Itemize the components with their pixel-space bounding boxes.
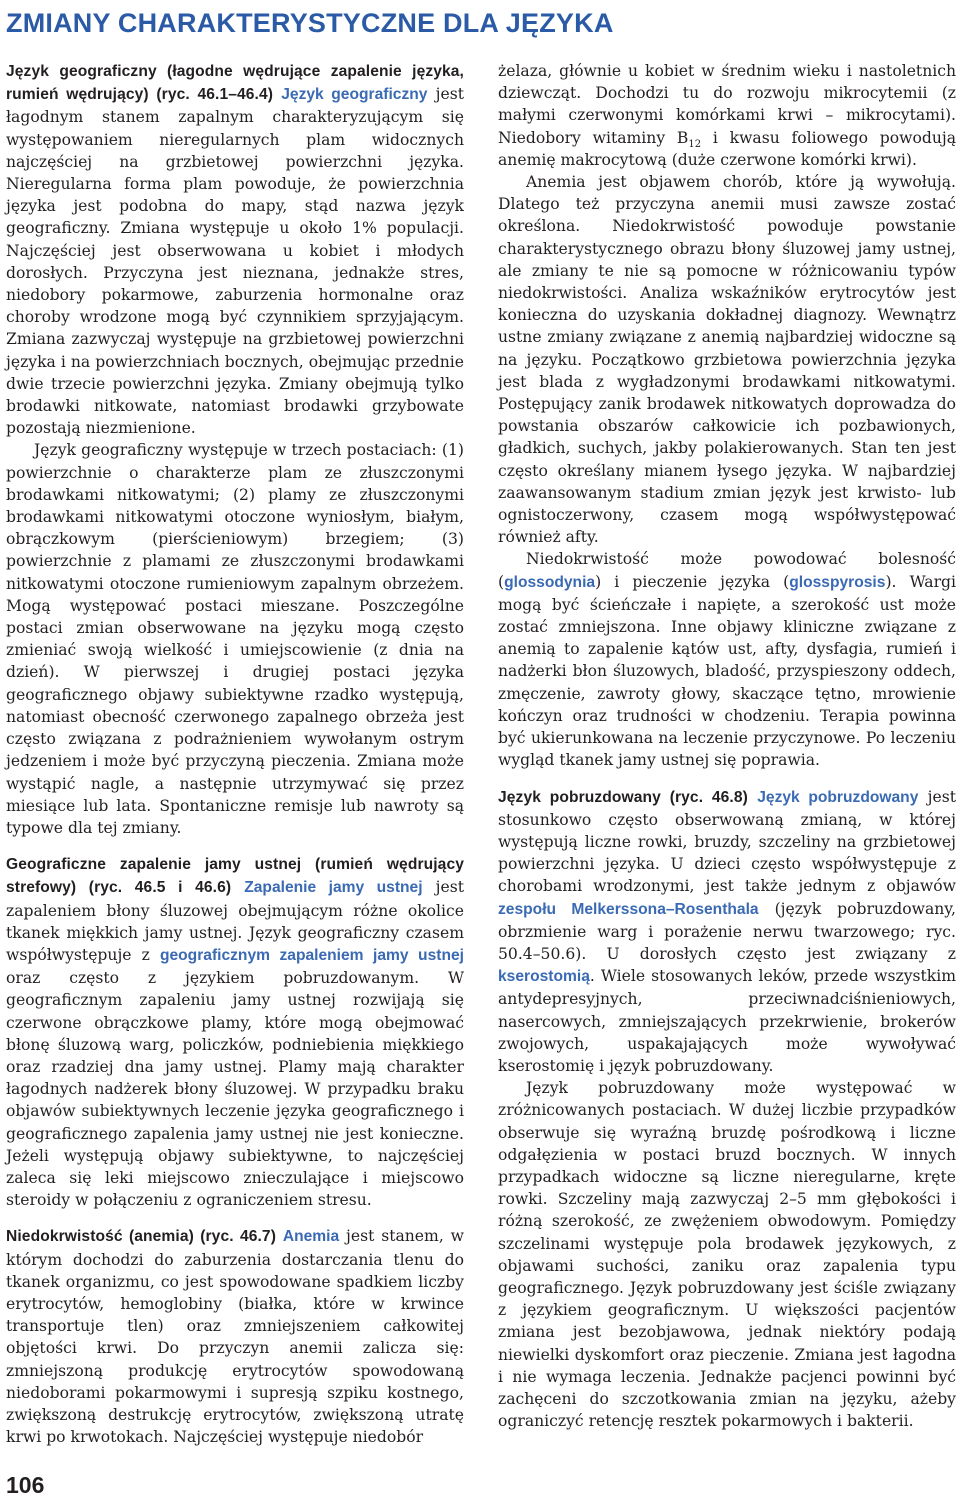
body-text: . Wiele stosowanych leków, przede wszystkim antydepresyjnych, przeciwnadciśnieniowych, nasercowych, zmniejszających przekrwienie, brokerów zwojowych, uspakajających może wywoływać kserostomię i język pobruzdowany.	[498, 967, 956, 1075]
body-text: jest stosunkowo często obserwowaną zmianą, w której występują liczne rowki, bruzdy, szczeliny na grzbietowej powierzchni języka. U dzieci często współwystępuje z chorobami wrodzonymi, jest także jednym z objawów	[498, 787, 956, 896]
page-title: ZMIANY CHARAKTERYSTYCZNE DLA JĘZYKA	[6, 8, 614, 38]
paragraph-geographic-tongue-forms	[6, 439, 464, 839]
right-column	[498, 60, 956, 1432]
page-number: 106	[6, 1472, 45, 1498]
paragraph-fissured-tongue	[498, 786, 956, 1078]
section-heading-geographic-tongue: Język geograficzny (łagodne wędrujące zapalenie języka, rumień wędrujący) (ryc. 46.1–46.4)	[6, 63, 464, 104]
term-stomatitis: Zapalenie jamy ustnej	[244, 879, 423, 897]
body-text: Język pobruzdowany może występować w zróżnicowanych postaciach. W dużej liczbie przypadków obserwuje się wyraźną bruzdę pośrodkową i liczne odgałęzienia w postaci bruzd bocznych. W innych przypadkach widoczne są liczne nieregularne, kręte rowki. Szczeliny mają zazwyczaj 2–5 mm głębokości i różną szerokość, ze zwężeniem obwodowym. Pomiędzy szczelinami występuje pola brodawek językowych, z objawami suchości, zaniku oraz zapalenia typu geograficznego. Język pobruzdowany jest ściśle związany z językiem geograficznym. U większości pacjentów zmiana jest bezobjawowa, jednak niektóry podają niewielki dyskomfort oraz pieczenie. Zmiana jest łagodna i nie wymaga leczenia. Jednakże pacjenci powinni być zachęceni do szczotkowania zmian na języku, ażeby ograniczyć retencję resztek pokarmowych i bakterii.	[498, 1079, 956, 1431]
term-glossodynia: glossodynia	[504, 573, 596, 591]
paragraph-geographic-stomatitis	[6, 853, 464, 1211]
left-column	[6, 60, 464, 1448]
paragraph-anemia-symptoms	[498, 171, 956, 548]
body-text: ). Wargi mogą być ścieńczałe i napięte, a szerokość ust może zostać zmniejszona. Inne objawy kliniczne związane z anemią to zapalenie kątów ust, afty, dysfagia, rumień i nadżerki błon śluzowych, bladość, przyspieszony oddech, zmęczenie, zawroty głowy, skaczące tętno, mrowienie kończyn oraz trudności w chodzeniu. Terapia powinna być ukierunkowana na leczenie przyczynowe. Po leczeniu wygląd tkanek jamy ustnej się poprawia.	[498, 572, 957, 770]
body-text: ) i pieczenie języka (	[595, 572, 790, 591]
term-fissured-tongue: Język pobruzdowany	[757, 788, 919, 806]
paragraph-anemia	[6, 1225, 464, 1448]
body-text: żelaza, głównie u kobiet w średnim wieku i nastoletnich dziewcząt. Dochodzi tu do rozwoju mikrocytemii (z małymi czerwonymi komórkami krwi – mikrocytami). Niedobory witaminy B	[498, 62, 956, 147]
body-text: Język geograficzny występuje w trzech postaciach: (1) powierzchnie o charakterze plam ze złuszczonymi brodawkami nitkowatymi; (2) plamy ze złuszczonymi brodawkami nitkowatymi otoczone wyniosłym, białym, obrączkowym (pierścieniowym) brzegiem; (3) powierzchnie z plamami ze złuszczonymi brodawkami nitkowatymi otoczone rumieniowym zapalnym obrzeżem. Mogą występować postaci mieszane. Poszczególne postaci zmian obserwowane na języku mogą często zmieniać swoją wielkość i umiejscowienie (z dnia na dzień). W pierwszej i drugiej postaci języka geograficznego objawy subiektywne rzadko występują, natomiast obecność czerwonego zapalnego obrzeża jest często związana z podrażnieniem wywołanym ostrym jedzeniem i może być przyczyną pieczenia. Zmiana może wystąpić nagle, a następnie utrzymywać się przez miesiące lub lata. Spontaniczne remisje lub nawroty są typowe dla tej zmiany.	[6, 441, 464, 837]
body-text: Anemia jest objawem chorób, które ją wywołują. Dlatego też przyczyna anemii musi zawsze zostać określona. Niedokrwistość powoduje powstanie charakterystycznego obrazu błony śluzowej jamy ustnej, ale zmiany te nie są pomocne w różnicowaniu typów niedokrwistości. Analiza wskaźników erytrocytów jest konieczna do uzyskania dokładnej diagnozy. Wewnątrz ustne zmiany związane z anemią najbardziej widoczne są na języku. Początkowo grzbietowa powierzchnia języka jest blada z wygładzonymi brodawkami nitkowatymi. Postępujący zanik brodawek nitkowatych doprowadza do powstania obszarów całkowicie ich pozbawionych, gładkich, suchych, jakby polakierowanych. Stan ten jest często określany mianem łysego języka. W najbardziej zaawansowanym stadium zmian język jest krwisto- lub ognistoczerwony, czasem mogą współwystępować również afty.	[498, 173, 956, 547]
term-geographic-tongue: Język geograficzny	[281, 86, 428, 104]
paragraph-fissured-tongue-forms	[498, 1077, 956, 1432]
term-melkersson-rosenthal: zespołu Melkerssona–Rosenthala	[498, 900, 759, 918]
term-glosspyrosis: glosspyrosis	[789, 573, 886, 591]
body-text: jest stanem, w którym dochodzi do zaburzenia dostarczania tlenu do tkanek organizmu, co jest spowodowane spadkiem liczby erytrocytów, hemoglobiny (białka, które w krwince transportuje tlen) oraz zmniejszeniem całkowitej objętości krwi. Do przyczyn anemii zalicza się: zmniejszoną produkcję erytrocytów spowodowaną niedoborami pokarmowymi i supresją szpiku kostnego, zwiększoną destrukcję erytrocytów, zwiększoną utratę krwi po krwotokach. Najczęściej występuje niedobór	[6, 1227, 464, 1447]
paragraph-anemia-continued	[498, 60, 956, 171]
subscript-12: 12	[688, 138, 702, 150]
term-anemia: Anemia	[282, 1228, 340, 1246]
body-text: jest łagodnym stanem zapalnym charakteryzującym się występowaniem nieregularnych plam widocznych najczęściej na grzbietowej powierzchni języka. Nieregularna forma plam powoduje, że powierzchnia języka jest podobna do mapy, stąd nazwa język geograficzny. Zmiana występuje u około 1% populacji. Najczęściej jest obserwowana u kobiet i młodych dorosłych. Przyczyna jest nieznana, jednakże stres, niedobory pokarmowe, zaburzenia hormonalne oraz choroby wrodzone mogą być czynnikiem sprzyjającym. Zmiana zazwyczaj występuje na grzbietowej powierzchni języka i na powierzchniach bocznych, obejmując przednie dwie trzecie powierzchni języka. Zmiany obejmują tylko brodawki nitkowate, natomiast brodawki grzybowate pozostają niezmienione.	[6, 85, 464, 438]
term-xerostomia: kserostomią	[498, 968, 590, 986]
section-heading-geographic-stomatitis: Geograficzne zapalenie jamy ustnej (rumień wędrujący strefowy) (ryc. 46.5 i 46.6)	[6, 856, 464, 897]
term-geographic-stomatitis: geograficznym zapaleniem jamy ustnej	[159, 946, 464, 964]
section-heading-fissured-tongue: Język pobruzdowany (ryc. 46.8)	[498, 788, 748, 806]
body-text: (język pobruzdowany, obrzmienie warg i porażenie nerwu twarzowego; ryc. 50.4–50.6). U dorosłych często jest związany z	[498, 899, 956, 963]
body-text: Niedokrwistość może powodować bolesność (	[498, 550, 956, 591]
body-text: jest zapaleniem błony śluzowej obejmującym różne okolice tkanek miękkich jamy ustnej. Język geograficzny czasem współwystępuje z	[6, 878, 464, 964]
paragraph-geographic-tongue	[6, 60, 464, 439]
body-text: oraz często z językiem pobruzdowanym. W geograficznym zapaleniu jamy ustnej rozwijają się czerwone obrączkowe plamy, które mogą obejmować błonę śluzową warg, policzków, podniebienia miękkiego oraz rzadziej dna jamy ustnej. Plamy mają charakter łagodnych nadżerek błony śluzowej. W przypadku braku objawów subiektywnych leczenie języka geograficznego i geograficznego zapalenia jamy ustnej nie jest konieczne. Jeżeli występują objawy subiektywne, to najczęściej zaleca się leki miejscowo znieczulające i miejscowo steroidy w połączeniu z ograniczeniem stresu.	[6, 969, 464, 1210]
body-text: i kwasu foliowego powodują anemię makrocytową (duże czerwone komórki krwi).	[498, 128, 957, 169]
section-heading-anemia: Niedokrwistość (anemia) (ryc. 46.7)	[6, 1228, 276, 1246]
paragraph-anemia-pain	[498, 548, 956, 771]
